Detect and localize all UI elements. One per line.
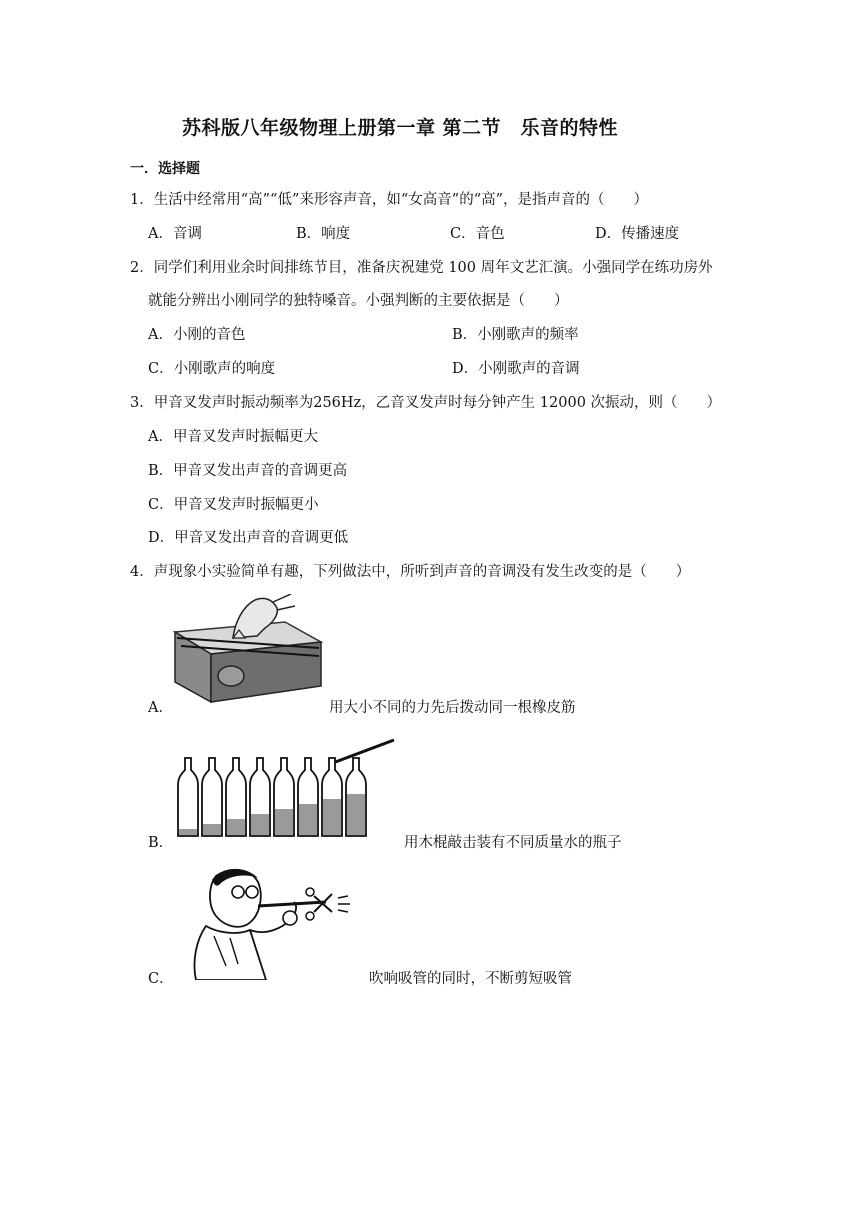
water-bottles-illustration xyxy=(174,736,396,840)
bottle-4 xyxy=(250,758,270,836)
bottle-8 xyxy=(346,758,366,836)
question-3-option-c[interactable]: C．甲音叉发声时振幅更小 xyxy=(148,497,319,513)
question-2-option-a[interactable]: A．小刚的音色 xyxy=(148,327,246,343)
rubber-band-box-illustration xyxy=(173,594,323,704)
question-3-option-a[interactable]: A．甲音叉发声时振幅更大 xyxy=(148,429,318,445)
question-1-stem: 1．生活中经常用“高”“低”来形容声音，如“女高音”的“高”，是指声音的（ ） xyxy=(130,192,649,208)
bottle-6 xyxy=(298,758,318,836)
question-4-option-a-text: 用大小不同的力先后拨动同一根橡皮筋 xyxy=(329,700,576,716)
bottle-5 xyxy=(274,758,294,836)
question-4-option-b-text: 用木棍敲击装有不同质量水的瓶子 xyxy=(404,835,622,851)
section-heading: 一．选择题 xyxy=(130,161,200,177)
question-1-option-b[interactable]: B．响度 xyxy=(296,226,351,242)
bottle-7 xyxy=(322,758,342,836)
page-title: 苏科版八年级物理上册第一章 第二节 乐音的特性 xyxy=(181,117,619,139)
question-3-stem: 3．甲音叉发声时振动频率为256Hz，乙音叉发声时每分钟产生 12000 次振动，则（ ） xyxy=(130,395,722,411)
question-2-option-c[interactable]: C．小刚歌声的响度 xyxy=(148,361,276,377)
question-4-option-c-label[interactable]: C． xyxy=(148,971,174,987)
question-4-stem: 4．声现象小实验简单有趣，下列做法中，所听到声音的音调没有发生改变的是（ ） xyxy=(130,564,691,580)
bottle-3 xyxy=(226,758,246,836)
question-2-stem-line1: 2．同学们利用业余时间排练节目，准备庆祝建党 100 周年文艺汇演。小强同学在练功房外 xyxy=(130,260,713,276)
question-4-option-a-label[interactable]: A． xyxy=(148,700,173,716)
question-3-option-d[interactable]: D．甲音叉发出声音的音调更低 xyxy=(148,530,349,546)
question-4-option-b-label[interactable]: B． xyxy=(148,835,174,851)
question-1-option-c[interactable]: C．音色 xyxy=(450,226,505,242)
question-4-option-c-text: 吹响吸管的同时，不断剪短吸管 xyxy=(369,971,572,987)
question-1-option-d[interactable]: D．传播速度 xyxy=(595,226,680,242)
bottle-2 xyxy=(202,758,222,836)
question-3-option-b[interactable]: B．甲音叉发出声音的音调更高 xyxy=(148,463,348,479)
question-2-option-d[interactable]: D．小刚歌声的音调 xyxy=(452,361,580,377)
straw-cutting-illustration xyxy=(186,866,366,980)
bottle-1 xyxy=(178,758,198,836)
question-2-stem-line2: 就能分辨出小刚同学的独特嗓音。小强判断的主要依据是（ ） xyxy=(148,293,569,309)
question-2-option-b[interactable]: B．小刚歌声的频率 xyxy=(452,327,579,343)
question-1-option-a[interactable]: A．音调 xyxy=(148,226,202,242)
